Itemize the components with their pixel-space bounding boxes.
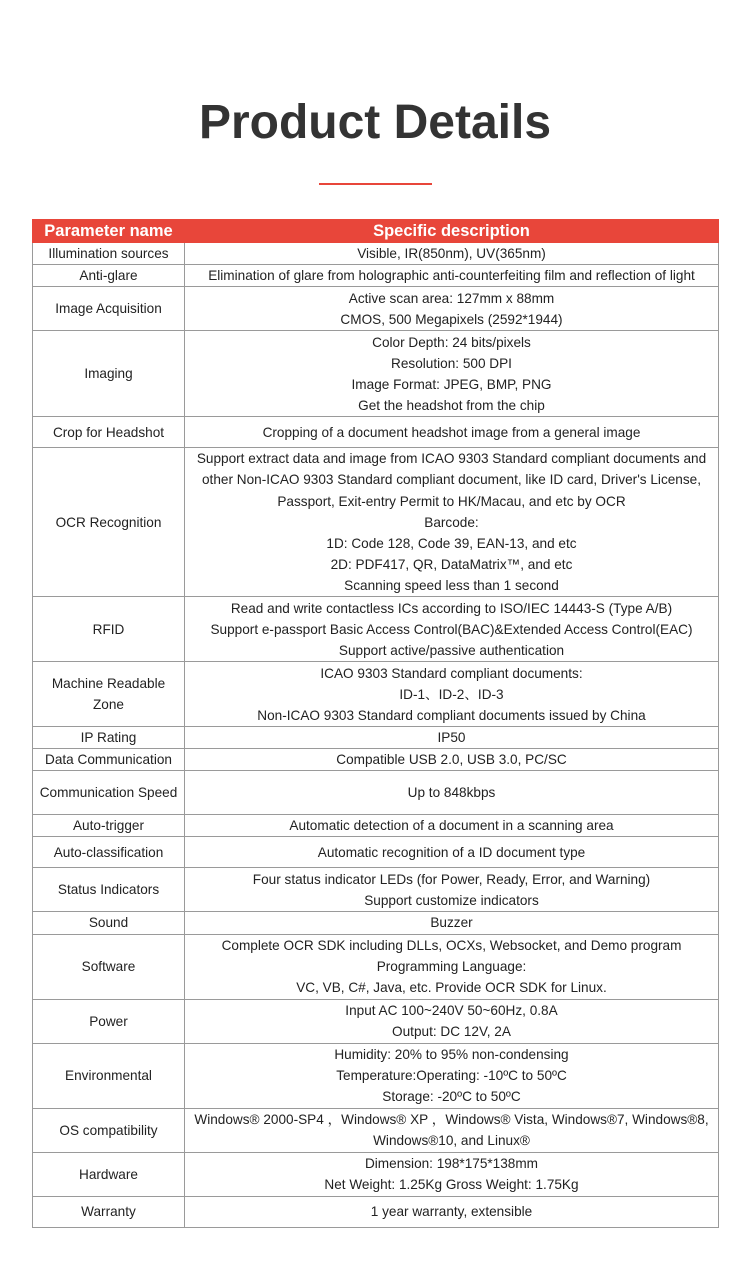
description-line: Color Depth: 24 bits/pixels [372,334,531,350]
table-row [33,771,719,815]
parameter-name-cell: Power [33,999,185,1043]
description-line: Image Format: JPEG, BMP, PNG [351,376,552,392]
parameter-name-cell: Crop for Headshot [33,417,185,448]
description-line: Input AC 100~240V 50~60Hz, 0.8A [345,1002,558,1018]
table-row [33,934,719,999]
description-line: Windows®10, and Linux® [373,1133,530,1149]
description-line: VC, VB, C#, Java, etc. Provide OCR SDK for Linux. [296,980,607,996]
parameter-name-cell: Auto-trigger [33,815,185,837]
parameter-name-cell: Illumination sources [33,243,185,265]
description-line: ID-1、ID-2、ID-3 [399,686,504,702]
description-line: Complete OCR SDK including DLLs, OCXs, Websocket, and Demo program [221,937,682,953]
description-line: Output: DC 12V, 2A [392,1024,511,1040]
description-cell [185,1196,719,1227]
description-line: 1 year warranty, extensible [370,1204,533,1220]
parameter-name-cell: Image Acquisition [33,287,185,331]
table-row [33,287,719,331]
parameter-name-cell: Warranty [33,1196,185,1227]
table-row [33,837,719,868]
description-cell [185,837,719,868]
table-row [33,1108,719,1152]
spec-table-body [33,243,719,1228]
table-row [33,749,719,771]
table-row [33,1196,719,1227]
table-row [33,1152,719,1196]
description-cell [185,243,719,265]
table-row [33,417,719,448]
table-row [33,448,719,597]
table-row [33,912,719,934]
description-line: Up to 848kbps [407,785,496,801]
parameter-name-cell: Sound [33,912,185,934]
description-line: Active scan area: 127mm x 88mm [348,290,555,306]
description-cell [185,912,719,934]
description-line: Temperature:Operating: -10ºC to 50ºC [336,1068,567,1084]
description-line: Storage: -20ºC to 50ºC [382,1089,521,1105]
table-row [33,868,719,912]
description-line: Buzzer [430,915,473,931]
description-line: 1D: Code 128, Code 39, EAN-13, and etc [326,535,577,551]
parameter-name-cell: Environmental [33,1043,185,1108]
table-row [33,815,719,837]
description-cell [185,749,719,771]
description-cell [185,868,719,912]
description-cell [185,771,719,815]
description-line: Automatic detection of a document in a scanning area [289,818,614,834]
description-cell [185,934,719,999]
spec-table [32,219,719,1228]
parameter-name-cell: Data Communication [33,749,185,771]
table-header-row [33,220,719,243]
description-cell [185,287,719,331]
parameter-name-cell: Anti-glare [33,265,185,287]
description-line: Programming Language: [376,959,527,975]
description-line: Net Weight: 1.25Kg Gross Weight: 1.75Kg [324,1177,579,1193]
title-underline [319,183,432,185]
description-cell [185,265,719,287]
description-line: Support e-passport Basic Access Control(BAC)&Extended Access Control(EAC) [210,621,693,637]
table-row [33,243,719,265]
description-line: Compatible USB 2.0, USB 3.0, PC/SC [336,752,567,768]
description-line: Cropping of a document headshot image from a general image [262,424,641,440]
description-cell [185,331,719,417]
description-line: Windows® 2000-SP4 ，Windows® XP ，Windows® Vista, Windows®7, Windows®8, [194,1111,709,1127]
parameter-name-cell: OCR Recognition [33,448,185,597]
table-row [33,597,719,662]
table-row [33,265,719,287]
table-row [33,662,719,727]
description-line: 2D: PDF417, QR, DataMatrix™, and etc [330,556,573,572]
description-cell [185,1043,719,1108]
description-line: Support extract data and image from ICAO 9303 Standard compliant documents and [196,451,707,467]
description-cell [185,1152,719,1196]
parameter-name-cell: Imaging [33,331,185,417]
description-cell [185,815,719,837]
description-line: other Non-ICAO 9303 Standard compliant document, like ID card, Driver's License, [202,472,701,488]
description-line: Read and write contactless ICs according to ISO/IEC 14443-S (Type A/B) [230,600,673,616]
description-cell [185,662,719,727]
parameter-name-cell: OS compatibility [33,1108,185,1152]
table-row [33,331,719,417]
description-line: Support active/passive authentication [338,642,565,658]
parameter-name-cell: Auto-classification [33,837,185,868]
description-line: Get the headshot from the chip [358,397,545,413]
description-line: Automatic recognition of a ID document type [317,844,586,860]
description-line: Scanning speed less than 1 second [344,577,559,593]
table-row [33,1043,719,1108]
description-line: Passport, Exit-entry Permit to HK/Macau, and etc by OCR [277,493,626,509]
description-line: Elimination of glare from holographic anti-counterfeiting film and reflection of light [208,268,695,284]
description-cell [185,597,719,662]
description-cell [185,448,719,597]
description-line: CMOS, 500 Megapixels (2592*1944) [340,311,563,327]
header-parameter-name: Parameter name [33,220,185,243]
table-row [33,727,719,749]
parameter-name-cell: Communication Speed [33,771,185,815]
description-line: Barcode: [424,514,479,530]
description-cell [185,1108,719,1152]
page-title: Product Details [198,96,552,149]
description-line: Non-ICAO 9303 Standard compliant documents issued by China [257,707,646,723]
header-specific-description: Specific description [185,220,719,243]
description-line: Resolution: 500 DPI [391,355,512,371]
description-cell [185,727,719,749]
parameter-name-cell: Software [33,934,185,999]
description-cell [185,417,719,448]
description-cell [185,999,719,1043]
parameter-name-cell: Machine Readable Zone [33,662,185,727]
description-line: IP50 [437,730,466,746]
description-line: ICAO 9303 Standard compliant documents: [320,665,583,681]
description-line: Humidity: 20% to 95% non-condensing [334,1046,569,1062]
parameter-name-cell: Status Indicators [33,868,185,912]
parameter-name-cell: Hardware [33,1152,185,1196]
parameter-name-cell: RFID [33,597,185,662]
description-line: Dimension: 198*175*138mm [364,1155,539,1171]
description-line: Four status indicator LEDs (for Power, Ready, Error, and Warning) [252,871,651,887]
description-line: Support customize indicators [364,892,539,908]
description-line: Visible, IR(850nm), UV(365nm) [357,246,546,261]
parameter-name-cell: IP Rating [33,727,185,749]
table-row [33,999,719,1043]
